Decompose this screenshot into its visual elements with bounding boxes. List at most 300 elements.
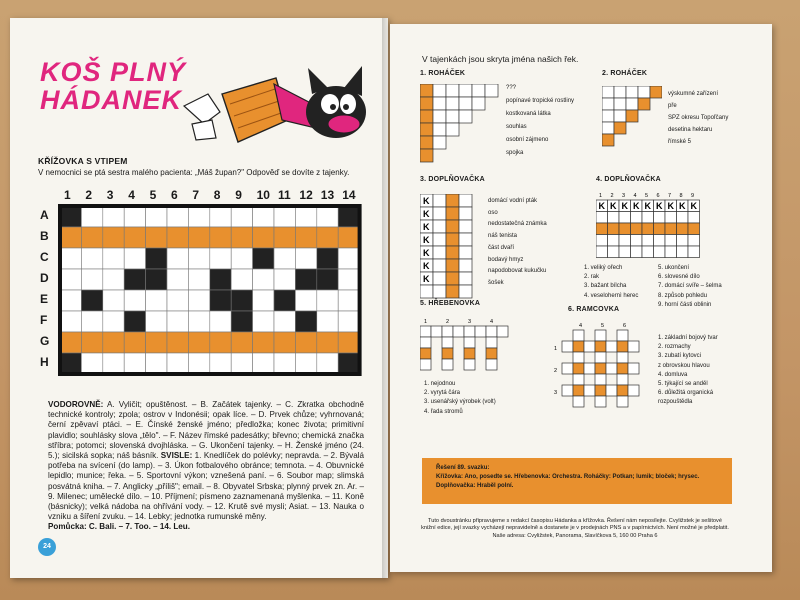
puzzle-cell	[654, 246, 666, 258]
puzzle-cell	[638, 86, 650, 98]
crossword-cell	[231, 353, 252, 374]
column-numbers	[64, 188, 364, 202]
cell-letter: K	[598, 201, 605, 211]
puzzle-cell	[619, 212, 631, 224]
crossword-cell	[338, 332, 359, 353]
puzzle-cell	[442, 326, 453, 337]
col-number: 3	[468, 319, 472, 325]
puzzle-cell	[446, 272, 459, 285]
puzzle-cell	[631, 223, 643, 235]
clue-line: SPZ okresu Topoľčany	[668, 115, 729, 121]
crossword-cell	[295, 332, 316, 353]
crossword-cell	[317, 206, 338, 227]
column-number: 14	[342, 188, 356, 202]
crossword-cell	[188, 353, 209, 374]
puzzle-cell	[420, 337, 431, 348]
col-number: 6	[656, 193, 660, 199]
clue-line: nedostatečná známka	[488, 221, 547, 228]
puzzle-cell	[617, 396, 628, 407]
crossword-cell	[317, 311, 338, 332]
puzzle-cell	[573, 341, 584, 352]
cell-letter: K	[621, 201, 628, 211]
crossword-cell	[210, 290, 231, 311]
clue-line: bodavý hmyz	[488, 256, 524, 263]
crossword-cell	[210, 227, 231, 248]
left-page	[10, 18, 388, 578]
crossword-cell	[167, 248, 188, 269]
puzzle-cell	[631, 212, 643, 224]
col-number: 2	[446, 319, 450, 325]
crossword-cell	[124, 206, 145, 227]
page-number-badge	[38, 538, 56, 556]
clue-line: 3. bažant bílcha	[584, 283, 627, 290]
puzzle-cell	[446, 123, 459, 136]
puzzle-cell	[628, 341, 639, 352]
clue-line: ???	[506, 85, 517, 91]
title-line-2: HÁDANEK	[40, 85, 182, 115]
title-line-1: KOŠ PLNÝ	[40, 57, 187, 87]
puzzle-cell	[459, 233, 472, 246]
clue-line: 4. řada stromů	[424, 408, 463, 415]
puzzle-cell	[602, 98, 614, 110]
puzzle4-clues-left	[584, 264, 660, 301]
puzzle-cell	[596, 223, 608, 235]
clue-line: 6. slovesné dílo	[658, 274, 700, 281]
clue-line: desetina hektaru	[668, 127, 713, 133]
crossword-cell	[188, 206, 209, 227]
puzzle-cell	[485, 84, 498, 97]
clue-line: 1. základní bojový tvar	[658, 335, 718, 341]
clue-line: 6. důležitá organická	[658, 390, 714, 397]
crossword-cell	[103, 332, 124, 353]
puzzle-cell	[617, 352, 628, 363]
crossword-cell	[124, 248, 145, 269]
puzzle-cell	[573, 396, 584, 407]
puzzle5-title: 5. HŘEBENOVKA	[420, 300, 481, 307]
crossword-cell	[146, 311, 167, 332]
puzzle-cell	[617, 385, 628, 396]
crossword-cell	[338, 248, 359, 269]
crossword-cell	[81, 269, 102, 290]
puzzle6-title: 6. RAMCOVKA	[568, 306, 620, 313]
puzzle-cell	[433, 123, 446, 136]
column-number: 2	[85, 188, 93, 202]
crossword-cell	[81, 311, 102, 332]
puzzle-cell	[433, 220, 446, 233]
crossword-cell	[188, 311, 209, 332]
col-number: 2	[610, 193, 614, 199]
puzzle1-grid	[420, 84, 500, 166]
solution-text: Křížovka: Ano, posedte se. Hřebenovka: Orchestra. Roháčky: Potkan; lumik; bloček; hrysec. Doplňovačka: Hraběl polní.	[436, 474, 700, 489]
crossword-cell	[274, 353, 295, 374]
clue-line: náš tenista	[488, 233, 518, 240]
row-number: 3	[554, 390, 558, 396]
puzzle-cell	[420, 123, 433, 136]
clue-line: spojka	[506, 150, 524, 156]
crossword-grid	[56, 204, 366, 378]
col-number: 1	[599, 193, 603, 199]
crossword-cell	[274, 332, 295, 353]
row-letter: B	[40, 229, 49, 243]
crossword-cell	[146, 248, 167, 269]
puzzle-cell	[459, 194, 472, 207]
crossword-cell	[231, 311, 252, 332]
cell-letter: K	[423, 196, 430, 206]
crossword-cell	[81, 332, 102, 353]
puzzle-cell	[602, 110, 614, 122]
puzzle-cell	[431, 326, 442, 337]
clue-line: napodobovat kukučku	[488, 268, 547, 275]
puzzle-cell	[446, 246, 459, 259]
puzzle-cell	[619, 235, 631, 247]
puzzle-cell	[688, 223, 700, 235]
puzzle-cell	[446, 259, 459, 272]
puzzle-cell	[420, 110, 433, 123]
crossword-cell	[274, 269, 295, 290]
crossword-intro: V nemocnici se ptá sestra malého pacienta: „Máš župan?" Odpověď se dovíte z tajenky.	[38, 168, 350, 177]
puzzle-cell	[420, 149, 433, 162]
clue-line: souhlas	[506, 124, 527, 130]
puzzle-cell	[665, 223, 677, 235]
crossword-cell	[146, 290, 167, 311]
puzzle-cell	[608, 246, 620, 258]
row-letter: F	[40, 313, 48, 327]
crossword-cell	[295, 227, 316, 248]
puzzle-cell	[638, 98, 650, 110]
puzzle-cell	[464, 359, 475, 370]
crossword-cell	[295, 248, 316, 269]
row-letter: E	[40, 292, 49, 306]
clue-line: 5. týkající se anděl	[658, 381, 708, 388]
puzzle-cell	[608, 212, 620, 224]
puzzle-cell	[497, 326, 508, 337]
puzzle-cell	[459, 84, 472, 97]
crossword-cell	[338, 227, 359, 248]
clue-line: část dvaří	[488, 244, 515, 251]
column-number: 12	[299, 188, 313, 202]
cell-letter: K	[423, 222, 430, 232]
puzzle-cell	[433, 272, 446, 285]
puzzle4-clues-right	[658, 264, 768, 310]
crossword-cell	[167, 227, 188, 248]
puzzle-cell	[573, 330, 584, 341]
puzzle-cell	[573, 385, 584, 396]
crossword-cell	[60, 332, 81, 353]
puzzle-cell	[420, 84, 433, 97]
page-number: 24	[43, 543, 51, 550]
puzzle6-clues	[658, 334, 768, 408]
clue-line: 2. rozmachy	[658, 344, 691, 351]
puzzle3-title: 3. DOPLŇOVAČKA	[420, 176, 485, 183]
puzzle-cell	[562, 385, 573, 396]
solution-title: Řešení 89. svazku:	[436, 465, 490, 471]
crossword-cell	[60, 290, 81, 311]
cell-letter: K	[423, 209, 430, 219]
puzzle-cell	[619, 246, 631, 258]
puzzle-cell	[642, 212, 654, 224]
crossword-cell	[295, 353, 316, 374]
clue-line: osobní zájmeno	[506, 137, 549, 143]
puzzle-cell	[628, 385, 639, 396]
puzzle-cell	[614, 98, 626, 110]
puzzle3-grid	[420, 194, 480, 314]
puzzle-cell	[626, 98, 638, 110]
crossword-cell	[146, 206, 167, 227]
crossword-cell	[210, 269, 231, 290]
puzzle-cell	[642, 235, 654, 247]
solution-box	[422, 458, 732, 504]
crossword-cell	[295, 290, 316, 311]
clue-line: 1. nejodnou	[424, 381, 456, 387]
puzzle-cell	[573, 374, 584, 385]
puzzle-cell	[677, 235, 689, 247]
col-number: 4	[579, 323, 583, 329]
puzzle-cell	[677, 223, 689, 235]
crossword-cell	[253, 332, 274, 353]
puzzle-cell	[420, 326, 431, 337]
clue-line: rozpouštědla	[658, 399, 693, 406]
puzzle-cell	[433, 233, 446, 246]
puzzle-cell	[459, 97, 472, 110]
puzzle-cell	[562, 363, 573, 374]
crossword-cell	[231, 206, 252, 227]
crossword-cell	[188, 248, 209, 269]
puzzle-cell	[628, 363, 639, 374]
right-intro: V tajenkách jsou skryta jména našich řek.	[422, 54, 579, 64]
clue-line: pře	[668, 103, 677, 109]
puzzle-cell	[650, 86, 662, 98]
puzzle-cell	[420, 136, 433, 149]
cell-letter: K	[690, 201, 697, 211]
puzzle-cell	[619, 223, 631, 235]
puzzle-cell	[631, 235, 643, 247]
crossword-cell	[295, 206, 316, 227]
crossword-cell	[231, 227, 252, 248]
puzzle-cell	[446, 233, 459, 246]
puzzle-cell	[688, 235, 700, 247]
puzzle5-grid	[420, 316, 510, 378]
puzzle2-clues	[668, 90, 768, 150]
puzzle-cell	[665, 235, 677, 247]
clue-line: výskumné zařízení	[668, 91, 719, 97]
puzzle-cell	[442, 348, 453, 359]
clues-across: A. Vyličit; opuštěnost. – B. Začátek tajenky. – C. Zkratka obchodně technické kontroly; zpola; ostrov v Indonésii; opak líce. – D. Prvek chůze; vyhrnovaná; černí zpěvaví ptáci. – E. Čínské ženské jméno; předložka; konec života; primitivní plavidlo; souhlásky slova „tělo". – F. Název římské padesátky; břevno; chemická značka stříbra; potomci; slovenská dvojhláska. – G. Ukončení tajenky. – H. Ženské jméno (24. 5.); sicilská sopka; náš básník.	[48, 400, 364, 461]
footer-note: Tuto dvoustránku připravujeme s redakcí časopisu Hádanka a křížovka. Řešení nám neposílejte. Cvyližstek je sešitové knižní edice, její svazky vycházejí nepravidelně a dostanete je v prodejnách PNS a v papírnictvích. Není možné je předplatit. Naše adresa: Cvyližstek, Panorama, Slavíčkova 5, 160 00 Praha 6	[421, 518, 729, 539]
cell-letter: K	[679, 201, 686, 211]
puzzle-cell	[617, 330, 628, 341]
puzzle-cell	[688, 246, 700, 258]
crossword-cell	[253, 311, 274, 332]
crossword-cell	[295, 269, 316, 290]
puzzle-cell	[626, 110, 638, 122]
crossword-cell	[274, 248, 295, 269]
puzzle-cell	[596, 246, 608, 258]
column-number: 11	[278, 188, 291, 202]
puzzle-cell	[617, 374, 628, 385]
puzzle1-title: 1. ROHÁČEK	[420, 70, 466, 77]
crossword-cell	[103, 248, 124, 269]
puzzle-cell	[459, 220, 472, 233]
puzzle-cell	[446, 110, 459, 123]
puzzle-cell	[631, 246, 643, 258]
puzzle-cell	[677, 212, 689, 224]
puzzle-cell	[446, 194, 459, 207]
crossword-cell	[81, 290, 102, 311]
puzzle-cell	[433, 194, 446, 207]
clue-line: domácí vodní pták	[488, 198, 538, 204]
puzzle-cell	[433, 110, 446, 123]
crossword-cell	[146, 332, 167, 353]
clue-line: 9. horní části oblinin	[658, 301, 712, 308]
clue-line: 7. domácí svíře – šelma	[658, 283, 722, 290]
crossword-cell	[103, 290, 124, 311]
column-number: 13	[320, 188, 335, 202]
row-number: 1	[554, 346, 558, 352]
puzzle-cell	[433, 285, 446, 298]
puzzle-cell	[446, 97, 459, 110]
puzzle-cell	[595, 363, 606, 374]
crossword-cell	[210, 311, 231, 332]
page-title	[40, 58, 186, 114]
puzzle-cell	[665, 212, 677, 224]
cell-letter: K	[610, 201, 617, 211]
col-number: 9	[691, 193, 695, 199]
row-letters	[40, 208, 54, 378]
clue-line: kostkovaná látka	[506, 111, 551, 117]
puzzle-cell	[420, 359, 431, 370]
crossword-cell	[231, 332, 252, 353]
puzzle4-title: 4. DOPLŇOVAČKA	[596, 176, 661, 183]
clue-line: 4. veselohernì herec	[584, 292, 639, 299]
puzzle-cell	[602, 134, 614, 146]
crossword-cell	[60, 269, 81, 290]
cell-letter: K	[423, 248, 430, 258]
puzzle-cell	[464, 337, 475, 348]
puzzle-cell	[617, 363, 628, 374]
puzzle6-grid	[554, 320, 650, 412]
puzzle-cell	[617, 341, 628, 352]
crossword-cell	[338, 269, 359, 290]
column-number: 7	[192, 188, 200, 202]
crossword-cell	[167, 269, 188, 290]
puzzle-cell	[464, 348, 475, 359]
puzzle-cell	[442, 359, 453, 370]
puzzle-cell	[442, 337, 453, 348]
puzzle-cell	[602, 86, 614, 98]
crossword-cell	[60, 311, 81, 332]
crossword-cell	[210, 248, 231, 269]
cell-letter: K	[423, 235, 430, 245]
col-number: 5	[601, 323, 605, 329]
crossword-cell	[167, 206, 188, 227]
crossword-cell	[231, 269, 252, 290]
puzzle-cell	[654, 223, 666, 235]
crossword-cell	[338, 311, 359, 332]
puzzle-cell	[614, 122, 626, 134]
puzzle2-grid	[602, 86, 662, 160]
puzzle-cell	[584, 363, 595, 374]
puzzle-cell	[584, 341, 595, 352]
puzzle-cell	[486, 337, 497, 348]
puzzle-cell	[446, 207, 459, 220]
crossword-cell	[146, 269, 167, 290]
clue-line: 2. vyrytá čára	[424, 390, 461, 397]
puzzle4-grid	[596, 190, 706, 262]
puzzle-cell	[614, 110, 626, 122]
hint: Pomůcka: C. Bali. – 7. Too. – 14. Leu.	[48, 522, 190, 532]
puzzle-cell	[596, 212, 608, 224]
clue-line: 5. ukončení	[658, 265, 690, 271]
crossword-cell	[81, 206, 102, 227]
puzzle-cell	[688, 212, 700, 224]
crossword-cell	[103, 353, 124, 374]
puzzle-cell	[595, 374, 606, 385]
clues-across-label: VODOROVNĚ:	[48, 400, 104, 409]
crossword-cell	[124, 269, 145, 290]
puzzle-cell	[486, 348, 497, 359]
puzzle-cell	[446, 285, 459, 298]
puzzle-cell	[420, 97, 433, 110]
cell-letter: K	[423, 274, 430, 284]
puzzle-cell	[472, 84, 485, 97]
crossword-cell	[317, 269, 338, 290]
row-letter: G	[40, 334, 50, 348]
clue-line: 1. veliký ořech	[584, 265, 623, 271]
crossword-cell	[253, 290, 274, 311]
puzzle-cell	[459, 110, 472, 123]
puzzle-cell	[642, 246, 654, 258]
puzzle-cell	[584, 385, 595, 396]
row-letter: C	[40, 250, 49, 264]
puzzle-cell	[596, 235, 608, 247]
crossword-cell	[103, 311, 124, 332]
col-number: 1	[424, 319, 428, 325]
puzzle-cell	[642, 223, 654, 235]
cell-letter: K	[656, 201, 663, 211]
crossword-cell	[274, 206, 295, 227]
crossword-cell	[317, 248, 338, 269]
crossword-cell	[167, 311, 188, 332]
cell-letter: K	[644, 201, 651, 211]
puzzle-cell	[606, 363, 617, 374]
column-number: 4	[128, 188, 135, 202]
puzzle-cell	[420, 348, 431, 359]
column-number: 9	[235, 188, 242, 202]
crossword-cell	[188, 269, 209, 290]
crossword-cell	[103, 227, 124, 248]
column-number: 10	[256, 188, 270, 202]
puzzle-cell	[573, 352, 584, 363]
crossword-cell	[338, 206, 359, 227]
puzzle-cell	[595, 341, 606, 352]
clue-line: z obrovskou hlavou	[658, 362, 710, 369]
crossword-cell	[253, 248, 274, 269]
puzzle-cell	[472, 97, 485, 110]
crossword-cell	[253, 269, 274, 290]
crossword-cell	[317, 353, 338, 374]
crossword-cell	[253, 227, 274, 248]
crossword-cell	[188, 227, 209, 248]
crossword-cell	[317, 227, 338, 248]
crossword-cell	[210, 353, 231, 374]
puzzle-cell	[446, 84, 459, 97]
crossword-cell	[338, 290, 359, 311]
puzzle-cell	[654, 212, 666, 224]
puzzle-cell	[614, 86, 626, 98]
puzzle-cell	[573, 363, 584, 374]
crossword-cell	[210, 332, 231, 353]
crossword-cell	[338, 353, 359, 374]
